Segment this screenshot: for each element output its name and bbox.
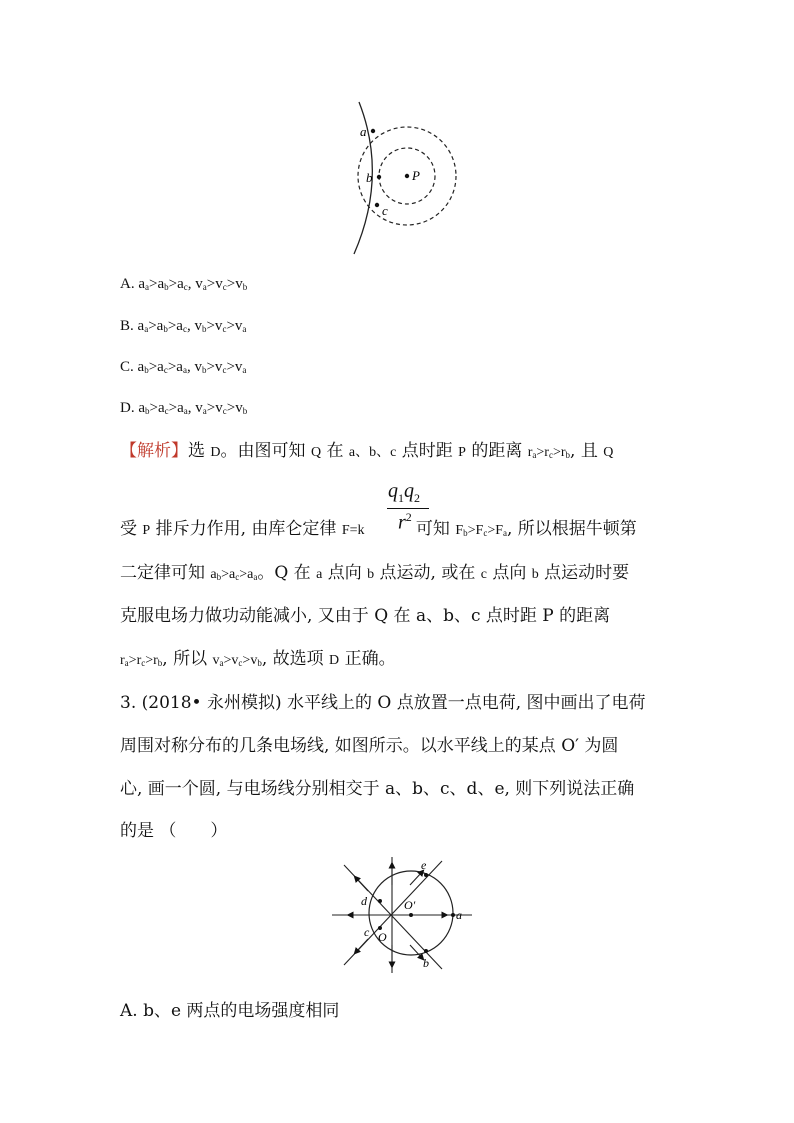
question3-option-a: A. b、e 两点的电场强度相同 [120, 1001, 340, 1021]
point-a-dot [371, 129, 375, 133]
label-b: b [423, 956, 429, 970]
point-d-dot [378, 899, 382, 903]
fraction-bar [387, 508, 429, 509]
analysis-line-3: 二定律可知 $a_b>a_c>a_a$。Q 在 a 点向 b 点运动, 或在 c 点向 b 点运动时要 [120, 563, 630, 583]
label-b: b [366, 170, 373, 185]
point-b-dot [377, 175, 381, 179]
question3-line-3: 心, 画一个圆, 与电场线分别相交于 a、b、c、d、e, 则下列说法正确 [120, 779, 635, 799]
point-O-prime-dot [409, 913, 413, 917]
orbit-figure [340, 98, 470, 258]
fraction-denominator: $r^2$ [398, 510, 412, 534]
label-a: a [456, 908, 462, 922]
option-a: A. $a_a>a_b>a_c$, $v_a>v_c>v_b$ [120, 276, 248, 292]
label-c: c [364, 925, 370, 939]
point-a-dot [451, 913, 455, 917]
analysis-line-2: 受 P 排斥力作用, 由库仑定律 F=k 可知 $F_b>F_c>F_a$, 所以根据牛顿第 [120, 519, 637, 539]
question3-line-1: 3. (2018• 永州模拟) 水平线上的 O 点放置一点电荷, 图中画出了电荷 [120, 693, 646, 713]
analysis-line-5: $r_a>r_c>r_b$, 所以 $v_a>v_c>v_b$, 故选项 D 正确。 [120, 649, 396, 669]
label-P: P [412, 168, 420, 183]
option-c: C. $a_b>a_c>a_a$, $v_b>v_c>v_a$ [120, 359, 247, 375]
label-e: e [421, 858, 427, 872]
question3-line-2: 周围对称分布的几条电场线, 如图所示。以水平线上的某点 O′ 为圆 [120, 736, 619, 756]
analysis-line-4: 克服电场力做功动能减小, 又由于 Q 在 a、b、c 点时距 P 的距离 [120, 606, 611, 626]
question3-line-4: 的是 （ ） [120, 821, 228, 841]
analysis-line-1: 【解析】选 D。由图可知 Q 在 a、b、c 点时距 P 的距离 $r_a>r_c>r_b$, 且 Q [120, 441, 614, 461]
point-P-dot [405, 174, 409, 178]
label-d: d [361, 894, 367, 908]
option-b: B. $a_a>a_b>a_c$, $v_b>v_c>v_a$ [120, 318, 247, 334]
point-b-dot [424, 949, 428, 953]
point-c-dot [375, 203, 379, 207]
field-lines-figure [330, 855, 475, 975]
label-c: c [382, 203, 388, 218]
option-d: D. $a_b>a_c>a_a$, $v_a>v_c>v_b$ [120, 400, 248, 416]
point-e-dot [424, 873, 428, 877]
fraction-numerator: $q_1q_2$ [388, 480, 420, 505]
label-a: a [360, 124, 367, 139]
analysis-tag: 【解析】 [120, 441, 188, 461]
label-O-prime: O′ [404, 898, 416, 912]
label-O: O [378, 930, 387, 944]
